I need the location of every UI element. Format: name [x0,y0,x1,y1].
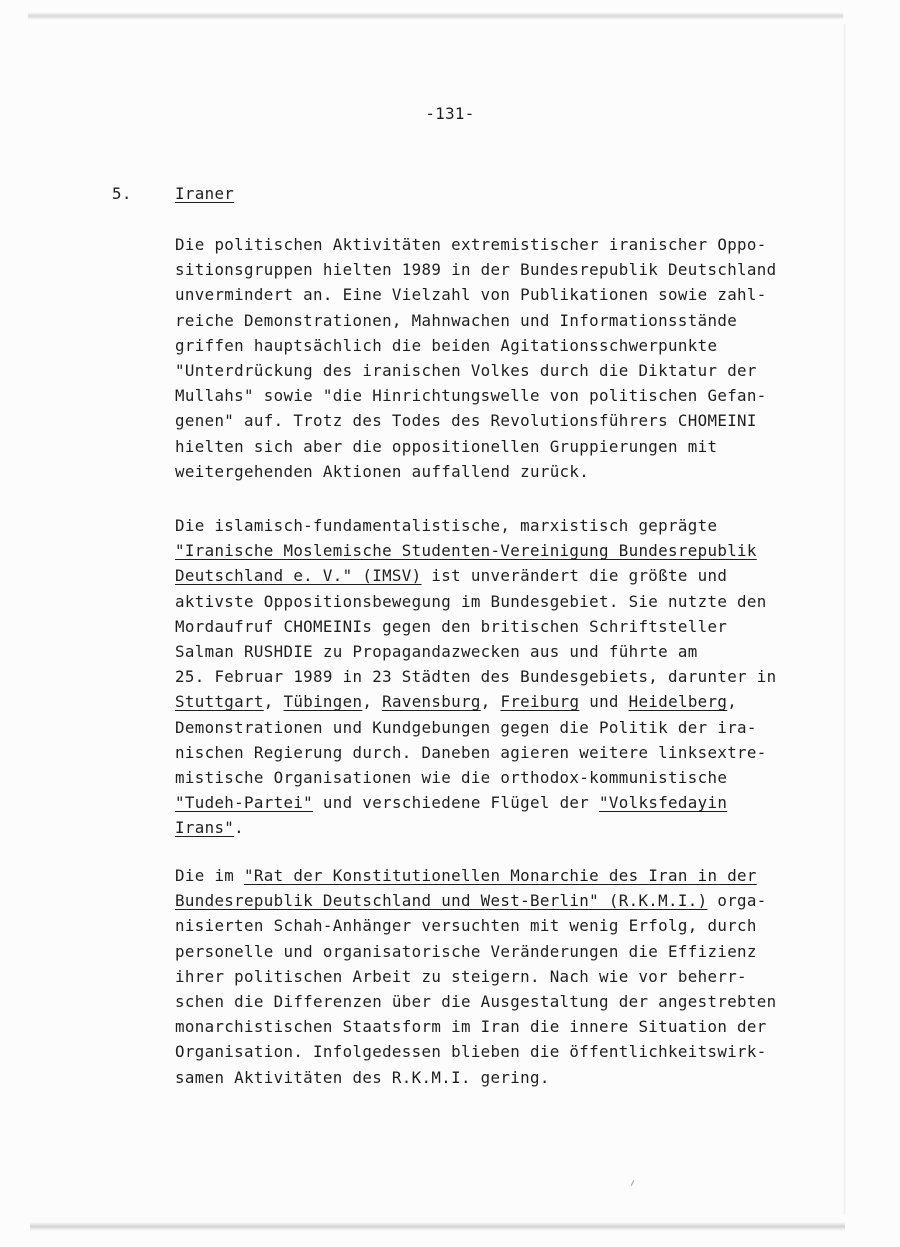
text-line: griffen hauptsächlich die beiden Agitationsschwerpunkte [175,335,718,355]
section-number: 5. [112,184,132,203]
text-line: "Unterdrückung des iranischen Volkes durch die Diktatur der [175,360,757,380]
text-segment: , [263,692,284,712]
text-line [175,1014,815,1039]
text-line [175,689,815,714]
text-line: Die politischen Aktivitäten extremistischer iranischer Oppo- [175,235,767,254]
text-line [175,815,815,840]
text-segment: Mordaufruf CHOMEINIs gegen den britischen Schriftsteller [175,616,728,636]
text-segment: , [362,692,383,712]
text-line [175,863,815,888]
underlined-term: Tübingen [283,692,363,712]
underlined-term: Deutschland e. V." (IMSV) [175,566,422,586]
text-segment: und verschiedene Flügel der [313,793,600,813]
underlined-term: "Volksfedayin [599,793,728,813]
text-line [175,765,815,790]
paragraph-3 [175,863,815,1090]
section-title: Iraner [175,184,235,203]
text-line: sitionsgruppen hielten 1989 in der Bundesrepublik Deutschland [175,260,777,280]
text-line: unvermindert an. Eine Vielzahl von Publikationen sowie zahl- [175,285,767,305]
text-segment: nisierten Schah-Anhänger versuchten mit wenig Erfolg, durch [175,916,757,936]
text-line: Mullahs" sowie "die Hinrichtungswelle von politischen Gefan- [175,386,767,406]
underlined-term: "Tudeh-Partei" [175,793,314,813]
paragraph-1 [175,232,815,484]
text-segment: , [480,692,501,712]
text-segment: , [727,692,738,712]
text-segment: personelle und organisatorische Veränderungen die Effizienz [175,941,757,961]
text-line [175,939,815,964]
text-segment: schen die Differenzen über die Ausgestaltung der angestrebten [175,991,777,1011]
text-line [175,664,815,689]
text-segment: ihrer politischen Arbeit zu steigern. Nach wie vor beherr- [175,966,747,986]
text-line [175,790,815,815]
text-segment: Die islamisch-fundamentalistische, marxistisch geprägte [175,516,718,535]
text-segment: . [234,818,245,838]
text-segment: und [579,692,629,712]
text-line: hielten sich aber die oppositionellen Gruppierungen mit [175,436,718,456]
scan-speck [631,1180,634,1186]
text-segment: aktivste Oppositionsbewegung im Bundesgebiet. Sie nutzte den [175,591,767,611]
text-line [175,1065,815,1090]
text-segment: 25. Februar 1989 in 23 Städten des Bundesgebiets, darunter in [175,667,777,687]
text-line [175,589,815,614]
underlined-term: Freiburg [500,692,580,712]
underlined-term: "Iranische Moslemische Studenten-Vereinigung Bundesrepublik [175,541,757,561]
text-segment: samen Aktivitäten des R.K.M.I. gering. [175,1067,550,1087]
scan-edge-right [843,24,846,1214]
text-line [175,715,815,740]
text-segment: orga- [707,891,767,911]
text-line [175,538,815,563]
text-line [175,513,815,538]
text-segment: ist unverändert die größte und [421,566,728,586]
text-segment: Salman RUSHDIE zu Propagandazwecken aus und führte am [175,641,698,661]
text-line [175,563,815,588]
text-segment: Demonstrationen und Kundgebungen gegen die Politik der ira- [175,717,757,737]
text-segment: Organisation. Infolgedessen blieben die öffentlichkeitswirk- [175,1042,767,1062]
text-line [175,888,815,913]
text-line: weitergehenden Aktionen auffallend zurück. [175,461,590,481]
page-number: -131- [425,104,475,123]
underlined-term: Ravensburg [382,692,481,712]
text-segment: Die im [175,866,245,885]
text-line [175,639,815,664]
text-segment: mistische Organisationen wie die orthodox-kommunistische [175,767,728,787]
underlined-term: Irans" [175,818,235,838]
scan-edge-top [28,12,843,20]
text-line [175,964,815,989]
text-line: reiche Demonstrationen, Mahnwachen und Informationsstände [175,310,738,330]
text-line [175,989,815,1014]
underlined-term: Bundesrepublik Deutschland und West-Berlin" (R.K.M.I.) [175,891,708,911]
text-line [175,913,815,938]
text-line [175,614,815,639]
underlined-term: "Rat der Konstitutionellen Monarchie des Iran in der [244,866,757,885]
text-segment: nischen Regierung durch. Daneben agieren weitere linksextre- [175,742,767,762]
paragraph-2 [175,513,815,840]
scan-edge-bottom [30,1222,845,1231]
underlined-term: Heidelberg [628,692,728,712]
text-line [175,1039,815,1064]
text-line [175,740,815,765]
text-line: genen" auf. Trotz des Todes des Revolutionsführers CHOMEINI [175,411,757,431]
text-segment: monarchistischen Staatsform im Iran die innere Situation der [175,1017,767,1037]
underlined-term: Stuttgart [175,692,264,712]
